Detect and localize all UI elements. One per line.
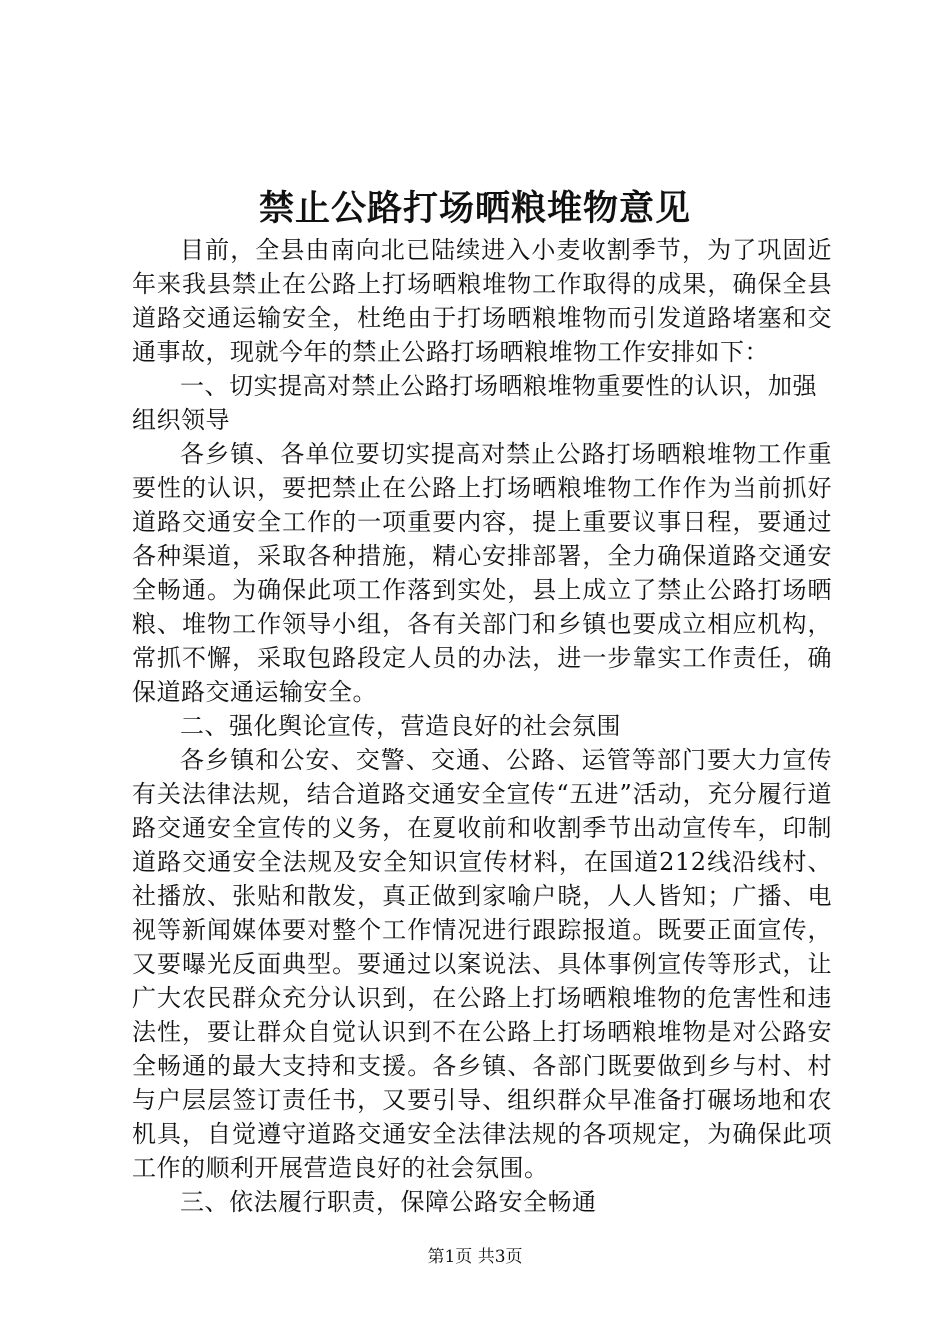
section-heading-1: 一、切实提高对禁止公路打场晒粮堆物重要性的认识，加强组织领导 bbox=[132, 372, 817, 434]
section-heading-3: 三、依法履行职责，保障公路安全畅通 bbox=[180, 1188, 597, 1216]
section-heading-2: 二、强化舆论宣传，营造良好的社会氛围 bbox=[180, 712, 621, 740]
paragraph-intro: 目前，全县由南向北已陆续进入小麦收割季节，为了巩固近年来我县禁止在公路上打场晒粮堆物工作取得的成果，确保全县道路交通运输安全，杜绝由于打场晒粮堆物而引发道路堵塞和交通事故，现就今年的禁止公路打场晒粮堆物工作安排如下： bbox=[132, 236, 832, 366]
page-number-footer: 第1页 共3页 bbox=[427, 1247, 523, 1267]
paragraph-section-1: 各乡镇、各单位要切实提高对禁止公路打场晒粮堆物工作重要性的认识，要把禁止在公路上打场晒粮堆物工作作为当前抓好道路交通安全工作的一项重要内容，提上重要议事日程，要通过各种渠道，采取各种措施，精心安排部署，全力确保道路交通安全畅通。为确保此项工作落到实处，县上成立了禁止公路打场晒粮、堆物工作领导小组，各有关部门和乡镇也要成立相应机构，常抓不懈，采取包路段定人员的办法，进一步靠实工作责任，确保道路交通运输安全。 bbox=[132, 440, 832, 706]
document-title: 禁止公路打场晒粮堆物意见 bbox=[258, 188, 691, 229]
paragraph-section-2: 各乡镇和公安、交警、交通、公路、运管等部门要大力宣传有关法律法规，结合道路交通安全宣传“五进”活动，充分履行道路交通安全宣传的义务，在夏收前和收割季节出动宣传车，印制道路交通安全法规及安全知识宣传材料，在国道212线沿线村、社播放、张贴和散发，真正做到家喻户晓，人人皆知；广播、电视等新闻媒体要对整个工作情况进行跟踪报道。既要正面宣传，又要曝光反面典型。要通过以案说法、具体事例宣传等形式，让广大农民群众充分认识到，在公路上打场晒粮堆物的危害性和违法性，要让群众自觉认识到不在公路上打场晒粮堆物是对公路安全畅通的最大支持和支援。各乡镇、各部门既要做到乡与村、村与户层层签订责任书，又要引导、组织群众早准备打碾场地和农机具，自觉遵守道路交通安全法律法规的各项规定，为确保此项工作的顺利开展营造良好的社会氛围。 bbox=[132, 746, 832, 1182]
document-body bbox=[132, 233, 832, 1219]
